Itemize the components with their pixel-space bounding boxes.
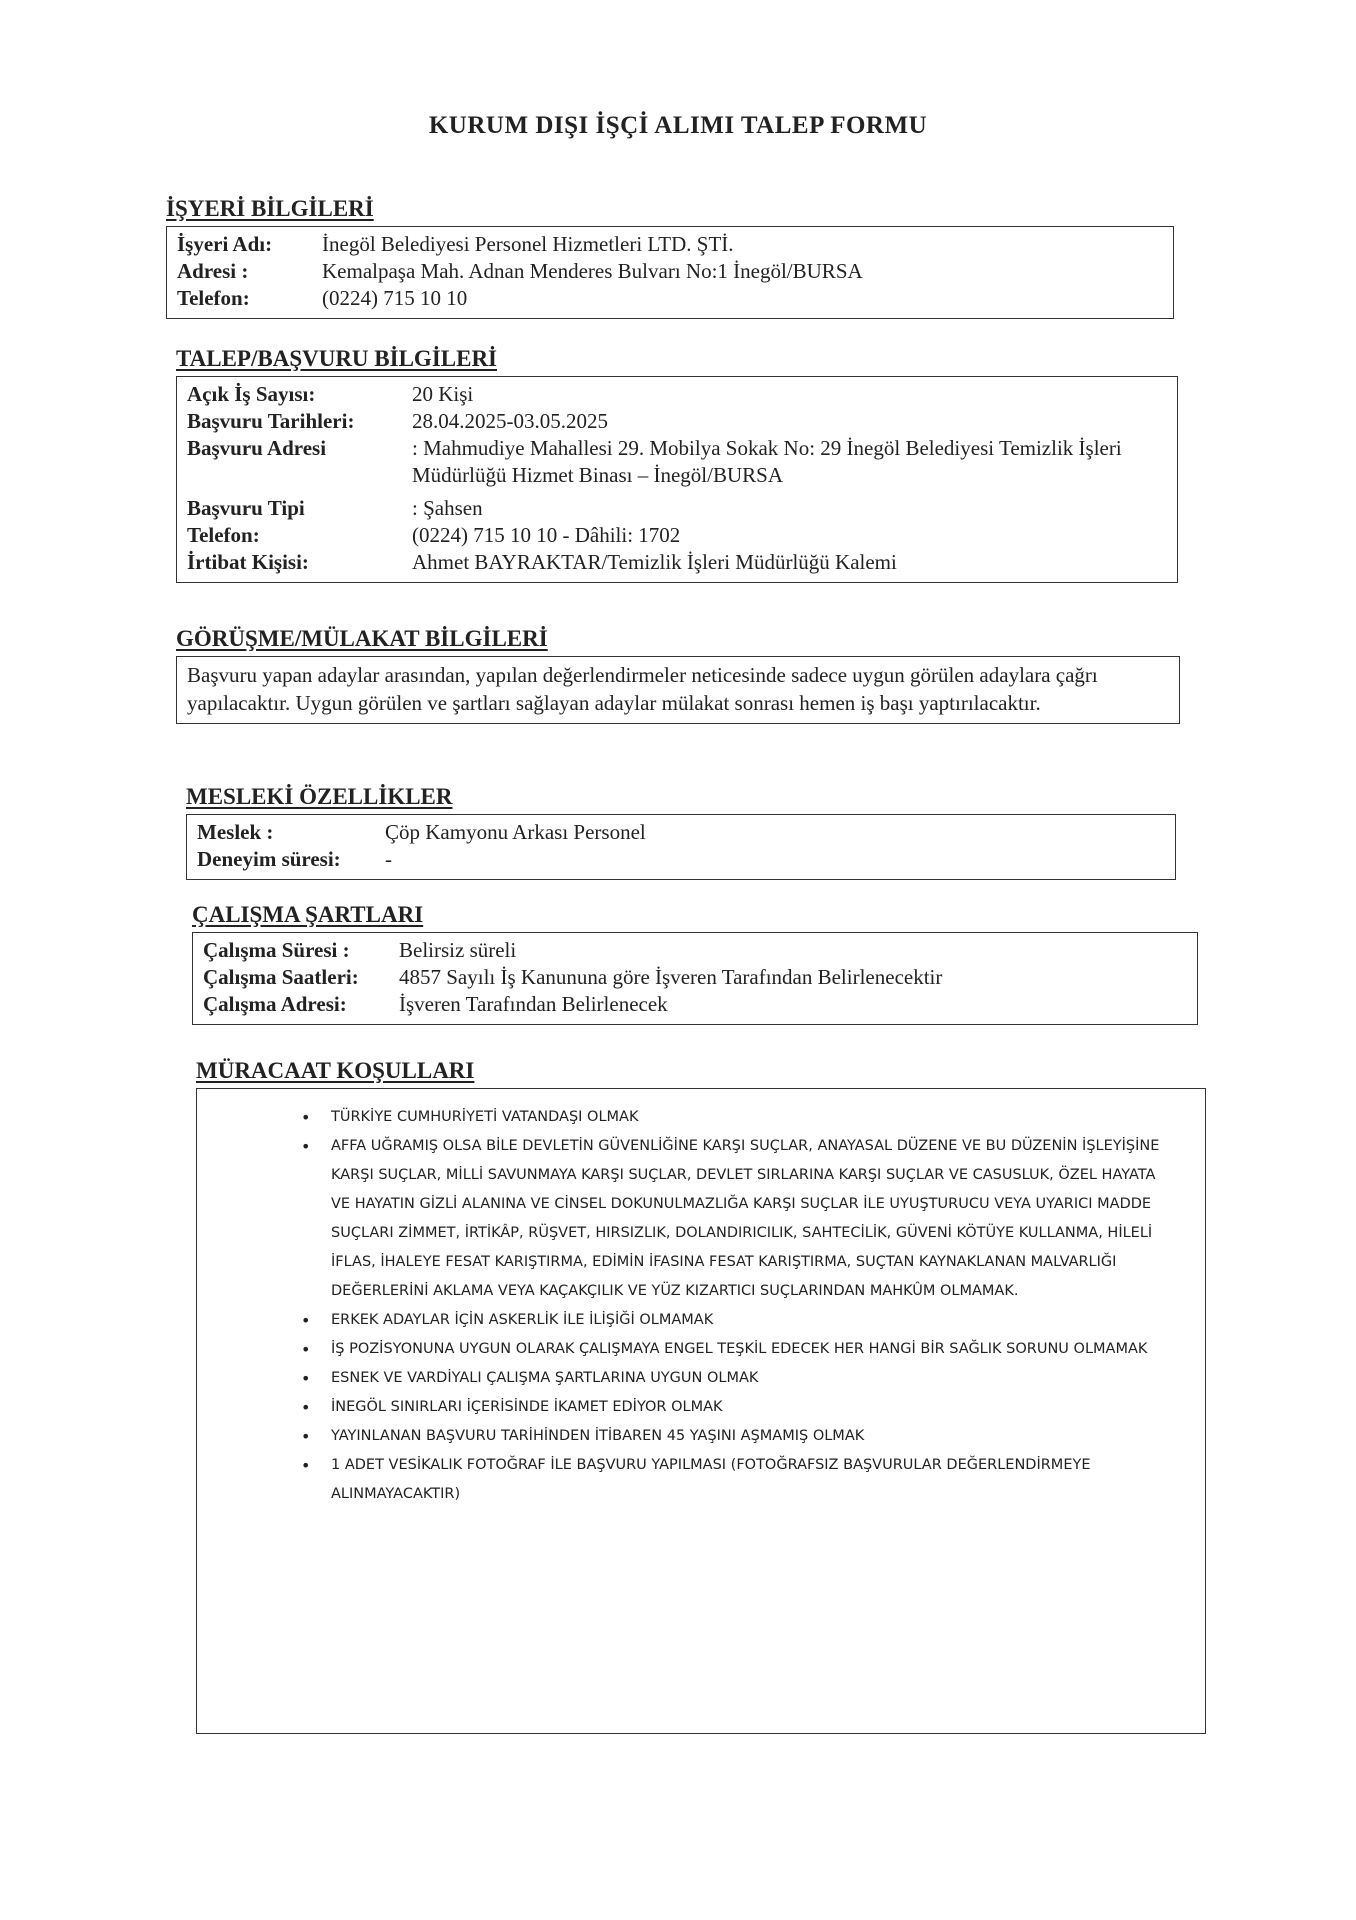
profession-section [186, 784, 1176, 880]
condition-item: • İNEGÖL SINIRLARI İÇERİSİNDE İKAMET EDİYOR OLMAK [331, 1393, 1175, 1422]
condition-item: • İŞ POZİSYONUNA UYGUN OLARAK ÇALIŞMAYA ENGEL TEŞKİL EDECEK HER HANGİ BİR SAĞLIK SORUNU OLMAMAK [331, 1335, 1175, 1364]
application-phone-row [187, 522, 1169, 549]
hours-row [203, 964, 1189, 991]
contact-value: Ahmet BAYRAKTAR/Temizlik İşleri Müdürlüğü Kalemi [412, 550, 897, 574]
application-phone-value: (0224) 715 10 10 - Dâhili: 1702 [412, 523, 681, 547]
employer-address-value: Kemalpaşa Mah. Adnan Menderes Bulvarı No:1 İnegöl/BURSA [322, 259, 863, 283]
condition-item: • 1 ADET VESİKALIK FOTOĞRAF İLE BAŞVURU YAPILMASI (FOTOĞRAFSIZ BAŞVURULAR DEĞERLENDİRMEYE ALINMAYACAKTIR) [331, 1451, 1175, 1509]
job-value: Çöp Kamyonu Arkası Personel [385, 820, 646, 844]
condition-item: • ERKEK ADAYLAR İÇİN ASKERLİK İLE İLİŞİĞİ OLMAMAK [331, 1306, 1175, 1335]
profession-heading: MESLEKİ ÖZELLİKLER [186, 784, 453, 809]
employer-name-value: İnegöl Belediyesi Personel Hizmetleri LTD. ŞTİ. [322, 232, 734, 256]
employer-heading: İŞYERİ BİLGİLERİ [166, 196, 374, 221]
contact-row [187, 549, 1169, 576]
duration-row [203, 937, 1189, 964]
application-phone-label: Telefon: [187, 523, 260, 547]
open-jobs-label: Açık İş Sayısı: [187, 382, 316, 406]
dates-value: 28.04.2025-03.05.2025 [412, 409, 608, 433]
employer-phone-row [177, 285, 1165, 312]
employer-name-label: İşyeri Adı: [177, 232, 273, 256]
conditions-section [196, 1058, 1206, 1734]
job-label: Meslek : [197, 820, 274, 844]
experience-value: - [385, 847, 392, 871]
application-type-label: Başvuru Tipi [187, 496, 305, 520]
application-section [176, 346, 1178, 583]
application-address-row [187, 435, 1169, 489]
conditions-list [197, 1103, 1175, 1509]
condition-item: • YAYINLANAN BAŞVURU TARİHİNDEN İTİBAREN 45 YAŞINI AŞMAMIŞ OLMAK [331, 1422, 1175, 1451]
experience-label: Deneyim süresi: [197, 847, 341, 871]
employer-box [166, 226, 1174, 319]
application-type-row [187, 495, 1169, 522]
hours-value: 4857 Sayılı İş Kanununa göre İşveren Tarafından Belirlenecektir [399, 965, 943, 989]
employer-section [166, 196, 1174, 319]
contact-label: İrtibat Kişisi: [187, 550, 309, 574]
profession-box [186, 814, 1176, 880]
employer-phone-label: Telefon: [177, 286, 250, 310]
duration-label: Çalışma Süresi : [203, 938, 350, 962]
open-jobs-value: 20 Kişi [412, 382, 474, 406]
work-address-row [203, 991, 1189, 1018]
employer-address-label: Adresi : [177, 259, 249, 283]
working-box [192, 932, 1198, 1025]
condition-item: • AFFA UĞRAMIŞ OLSA BİLE DEVLETİN GÜVENLİĞİNE KARŞI SUÇLAR, ANAYASAL DÜZENE VE BU DÜZENİN İŞLEYİŞİNE KARŞI SUÇLAR, MİLLİ SAVUNMAYA KARŞI SUÇLAR, DEVLET SIRLARINA KARŞI SUÇLAR VE CASUSLUK, ÖZEL HAYATA VE HAYATIN GİZLİ ALANINA VE CİNSEL DOKUNULMAZLIĞA KARŞI SUÇLAR İLE UYUŞTURUCU VEYA UYARICI MADDE SUÇLARI ZİMMET, İRTİKÂP, RÜŞVET, HIRSIZLIK, DOLANDIRICILIK, SAHTECİLİK, GÜVENİ KÖTÜYE KULLANMA, HİLELİ İFLAS, İHALEYE FESAT KARIŞTIRMA, EDİMİN İFASINA FESAT KARIŞTIRMA, SUÇTAN KAYNAKLANAN MALVARLIĞI DEĞERLERİNİ AKLAMA VEYA KAÇAKÇILIK VE YÜZ KIZARTICI SUÇLARINDAN MAHKÛM OLMAMAK. [331, 1132, 1175, 1306]
dates-label: Başvuru Tarihleri: [187, 409, 355, 433]
conditions-box [196, 1088, 1206, 1734]
working-heading: ÇALIŞMA ŞARTLARI [192, 902, 424, 927]
experience-row [197, 846, 1167, 873]
open-jobs-row [187, 381, 1169, 408]
application-box [176, 376, 1178, 583]
form-title: KURUM DIŞI İŞÇİ ALIMI TALEP FORMU [428, 112, 928, 139]
employer-name-row [177, 231, 1165, 258]
interview-text: Başvuru yapan adaylar arasından, yapılan değerlendirmeler neticesinde sadece uygun görülen adaylara çağrı yapılacaktır. Uygun görülen ve şartları sağlayan adaylar mülakat sonrası hemen iş başı yaptırılacaktır. [176, 656, 1180, 724]
application-type-value: : Şahsen [412, 496, 483, 520]
working-section [192, 902, 1198, 1025]
condition-item: • ESNEK VE VARDİYALI ÇALIŞMA ŞARTLARINA UYGUN OLMAK [331, 1364, 1175, 1393]
duration-value: Belirsiz süreli [399, 938, 517, 962]
condition-item: • TÜRKİYE CUMHURİYETİ VATANDAŞI OLMAK [331, 1103, 1175, 1132]
employer-address-row [177, 258, 1165, 285]
conditions-heading: MÜRACAAT KOŞULLARI [196, 1058, 475, 1083]
application-address-label: Başvuru Adresi [187, 436, 327, 460]
interview-heading: GÖRÜŞME/MÜLAKAT BİLGİLERİ [176, 626, 548, 651]
work-address-value: İşveren Tarafından Belirlenecek [399, 992, 668, 1016]
application-address-value: : Mahmudiye Mahallesi 29. Mobilya Sokak No: 29 İnegöl Belediyesi Temizlik İşleri Müdürlüğü Hizmet Binası – İnegöl/BURSA [412, 436, 1122, 487]
hours-label: Çalışma Saatleri: [203, 965, 359, 989]
application-heading: TALEP/BAŞVURU BİLGİLERİ [176, 346, 498, 371]
employer-phone-value: (0224) 715 10 10 [322, 286, 468, 310]
interview-section [176, 626, 1180, 724]
work-address-label: Çalışma Adresi: [203, 992, 347, 1016]
job-row [197, 819, 1167, 846]
dates-row [187, 408, 1169, 435]
